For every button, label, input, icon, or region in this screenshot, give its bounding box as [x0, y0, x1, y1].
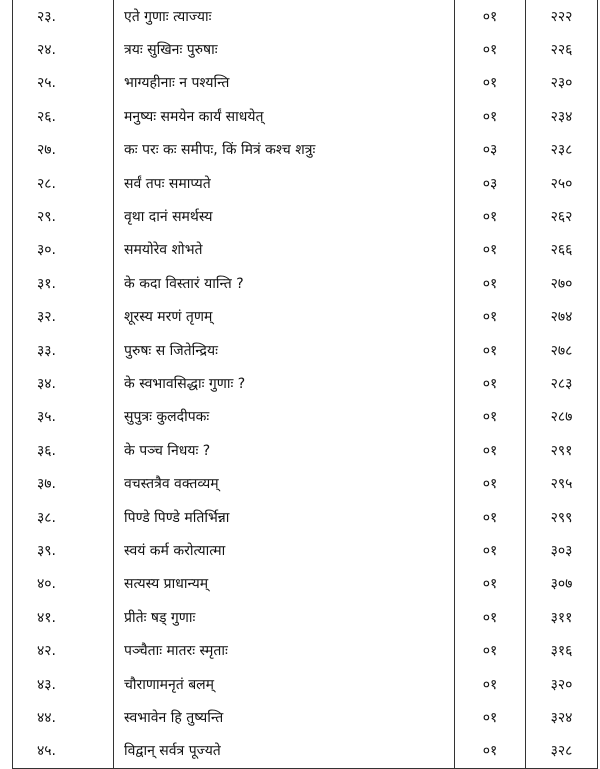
entry-number: ३१.	[13, 267, 114, 300]
contents-table-body	[13, 0, 598, 768]
table-row	[13, 67, 598, 100]
table-row	[13, 568, 598, 601]
entry-title: वृथा दानं समर्थस्य	[114, 200, 455, 233]
entry-page-number: २८७	[526, 401, 598, 434]
table-row	[13, 134, 598, 167]
entry-page-number: ३२०	[526, 668, 598, 701]
entry-title: एते गुणाः त्याज्याः	[114, 0, 455, 33]
entry-page-number: २७०	[526, 267, 598, 300]
entry-count: ०१	[455, 701, 526, 734]
table-row	[13, 601, 598, 634]
table-row	[13, 401, 598, 434]
entry-number: ३३.	[13, 334, 114, 367]
entry-number: २९.	[13, 200, 114, 233]
entry-number: ४२.	[13, 634, 114, 667]
entry-number: ४४.	[13, 701, 114, 734]
entry-number: २७.	[13, 134, 114, 167]
entry-page-number: ३०३	[526, 534, 598, 567]
entry-title: मनुष्यः समयेन कार्यं साधयेत्	[114, 100, 455, 133]
entry-count: ०१	[455, 467, 526, 500]
table-row	[13, 434, 598, 467]
entry-title: कः परः कः समीपः, किं मित्रं कश्च शत्रुः	[114, 134, 455, 167]
entry-number: ४३.	[13, 668, 114, 701]
entry-count: ०१	[455, 100, 526, 133]
entry-number: ३८.	[13, 501, 114, 534]
table-row	[13, 0, 598, 33]
table-row	[13, 534, 598, 567]
entry-title: भाग्यहीनाः न पश्यन्ति	[114, 67, 455, 100]
entry-title: विद्वान् सर्वत्र पूज्यते	[114, 735, 455, 769]
entry-count: ०१	[455, 401, 526, 434]
entry-page-number: २६६	[526, 234, 598, 267]
entry-count: ०१	[455, 501, 526, 534]
entry-count: ०१	[455, 634, 526, 667]
contents-table	[12, 0, 598, 769]
entry-count: ०१	[455, 334, 526, 367]
table-row	[13, 735, 598, 769]
table-row	[13, 501, 598, 534]
entry-number: ३७.	[13, 467, 114, 500]
table-row	[13, 367, 598, 400]
entry-page-number: २६२	[526, 200, 598, 233]
entry-count: ०१	[455, 0, 526, 33]
entry-page-number: २३०	[526, 67, 598, 100]
table-row	[13, 467, 598, 500]
entry-count: ०१	[455, 434, 526, 467]
entry-count: ०१	[455, 568, 526, 601]
table-row	[13, 267, 598, 300]
entry-page-number: २९१	[526, 434, 598, 467]
entry-page-number: २२६	[526, 33, 598, 66]
entry-number: ३९.	[13, 534, 114, 567]
entry-count: ०१	[455, 267, 526, 300]
table-row	[13, 234, 598, 267]
entry-title: प्रीतेः षड् गुणाः	[114, 601, 455, 634]
table-row	[13, 100, 598, 133]
entry-count: ०१	[455, 33, 526, 66]
table-row	[13, 167, 598, 200]
table-row	[13, 334, 598, 367]
entry-page-number: २८३	[526, 367, 598, 400]
entry-title: त्रयः सुखिनः पुरुषाः	[114, 33, 455, 66]
entry-number: ४१.	[13, 601, 114, 634]
entry-title: के पञ्च निधयः ?	[114, 434, 455, 467]
table-row	[13, 668, 598, 701]
entry-title: समयोरेव शोभते	[114, 234, 455, 267]
entry-count: ०१	[455, 234, 526, 267]
entry-number: ३४.	[13, 367, 114, 400]
entry-count: ०३	[455, 134, 526, 167]
entry-number: ३२.	[13, 301, 114, 334]
entry-page-number: २२२	[526, 0, 598, 33]
entry-number: ३०.	[13, 234, 114, 267]
entry-page-number: २३४	[526, 100, 598, 133]
entry-count: ०१	[455, 534, 526, 567]
entry-title: सत्यस्य प्राधान्यम्	[114, 568, 455, 601]
table-row	[13, 701, 598, 734]
entry-title: शूरस्य मरणं तृणम्	[114, 301, 455, 334]
entry-title: पञ्चैताः मातरः स्मृताः	[114, 634, 455, 667]
entry-count: ०१	[455, 668, 526, 701]
entry-page-number: २९५	[526, 467, 598, 500]
entry-count: ०१	[455, 367, 526, 400]
entry-page-number: ३०७	[526, 568, 598, 601]
table-row	[13, 634, 598, 667]
entry-title: सर्वं तपः समाप्यते	[114, 167, 455, 200]
entry-number: २४.	[13, 33, 114, 66]
entry-count: ०१	[455, 301, 526, 334]
entry-number: २८.	[13, 167, 114, 200]
entry-count: ०१	[455, 735, 526, 769]
entry-title: स्वयं कर्म करोत्यात्मा	[114, 534, 455, 567]
entry-number: २६.	[13, 100, 114, 133]
table-row	[13, 301, 598, 334]
entry-number: २३.	[13, 0, 114, 33]
entry-title: चौराणामनृतं बलम्	[114, 668, 455, 701]
entry-page-number: २७४	[526, 301, 598, 334]
entry-title: पिण्डे पिण्डे मतिर्भिन्ना	[114, 501, 455, 534]
entry-page-number: ३२८	[526, 735, 598, 769]
table-row	[13, 33, 598, 66]
entry-page-number: २९९	[526, 501, 598, 534]
entry-number: ३६.	[13, 434, 114, 467]
entry-page-number: २३८	[526, 134, 598, 167]
entry-number: ४०.	[13, 568, 114, 601]
entry-page-number: ३२४	[526, 701, 598, 734]
entry-number: ३५.	[13, 401, 114, 434]
entry-page-number: ३१६	[526, 634, 598, 667]
entry-count: ०१	[455, 200, 526, 233]
entry-page-number: ३११	[526, 601, 598, 634]
entry-title: पुरुषः स जितेन्द्रियः	[114, 334, 455, 367]
entry-count: ०३	[455, 167, 526, 200]
table-row	[13, 200, 598, 233]
entry-title: वचस्तत्रैव वक्तव्यम्	[114, 467, 455, 500]
entry-count: ०१	[455, 601, 526, 634]
entry-number: ४५.	[13, 735, 114, 769]
entry-title: स्वभावेन हि तुष्यन्ति	[114, 701, 455, 734]
entry-title: सुपुत्रः कुलदीपकः	[114, 401, 455, 434]
entry-title: के कदा विस्तारं यान्ति ?	[114, 267, 455, 300]
entry-count: ०१	[455, 67, 526, 100]
entry-title: के स्वभावसिद्धाः गुणाः ?	[114, 367, 455, 400]
entry-number: २५.	[13, 67, 114, 100]
entry-page-number: २७८	[526, 334, 598, 367]
entry-page-number: २५०	[526, 167, 598, 200]
